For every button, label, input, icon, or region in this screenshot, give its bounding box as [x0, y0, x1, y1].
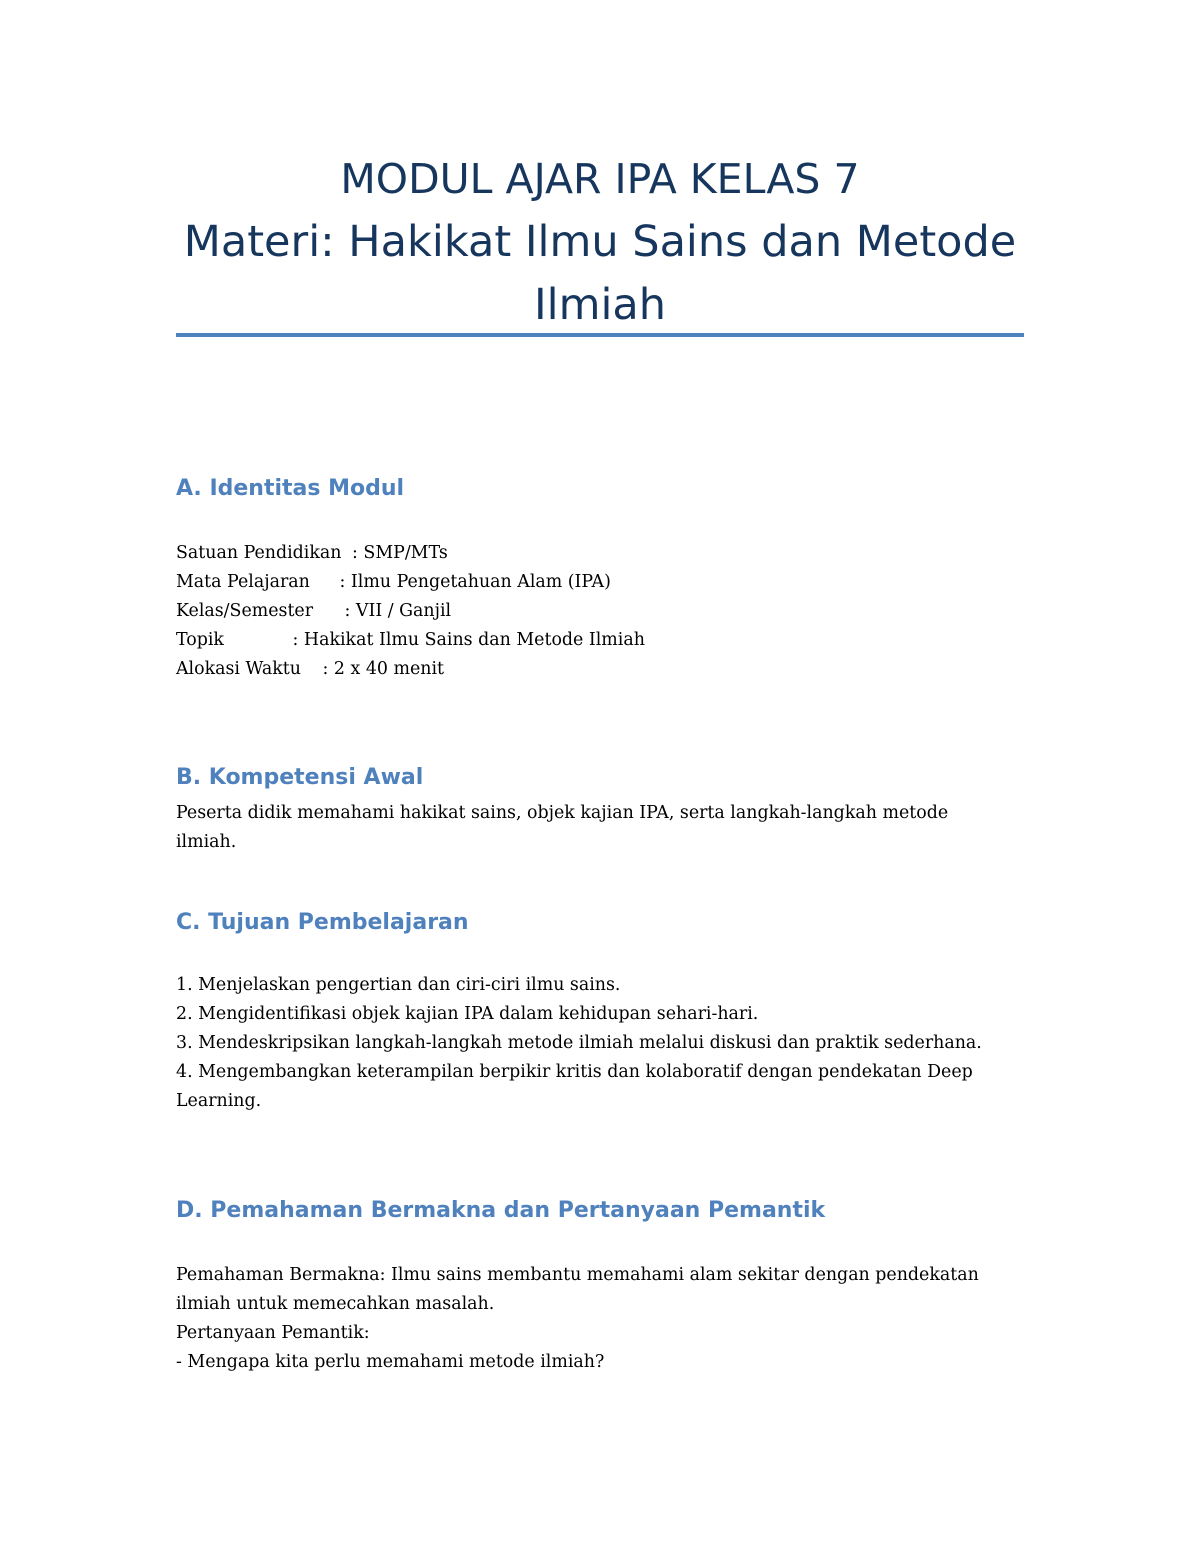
list-item: 1. Menjelaskan pengertian dan ciri-ciri ilmu sains.	[176, 975, 621, 995]
identity-row	[176, 597, 645, 626]
identity-label: Satuan Pendidikan	[176, 543, 342, 563]
list-item-continuation: Learning.	[176, 1091, 262, 1111]
section-b-heading: B. Kompetensi Awal	[176, 765, 424, 790]
list-item: - Mengapa kita perlu memahami metode ilmiah?	[176, 1352, 605, 1372]
identity-row	[176, 655, 645, 684]
identity-label: Alokasi Waktu	[176, 659, 301, 679]
identity-label: Mata Pelajaran	[176, 572, 310, 592]
title-line-1: MODUL AJAR IPA KELAS 7	[340, 155, 860, 203]
list-item: 3. Mendeskripsikan langkah-langkah metode ilmiah melalui diskusi dan praktik sederhana.	[176, 1033, 982, 1053]
paragraph-line: ilmiah untuk memecahkan masalah.	[176, 1294, 495, 1314]
paragraph-line: ilmiah.	[176, 832, 237, 852]
identity-value: : VII / Ganjil	[344, 601, 452, 621]
identity-row	[176, 539, 645, 568]
identity-value: : Ilmu Pengetahuan Alam (IPA)	[339, 572, 611, 592]
identity-row	[176, 568, 645, 597]
section-c-heading: C. Tujuan Pembelajaran	[176, 910, 469, 935]
identity-label: Kelas/Semester	[176, 601, 314, 621]
learning-objectives-list	[176, 971, 982, 1116]
identity-value: : 2 x 40 menit	[322, 659, 445, 679]
section-d-heading: D. Pemahaman Bermakna dan Pertanyaan Pemantik	[176, 1198, 826, 1223]
list-item: 2. Mengidentifikasi objek kajian IPA dalam kehidupan sehari-hari.	[176, 1004, 759, 1024]
document-title	[176, 148, 1024, 337]
identity-table	[176, 539, 645, 684]
section-b-paragraph	[176, 799, 948, 857]
title-line-2: Materi: Hakikat Ilmu Sains dan Metode	[183, 217, 1017, 267]
title-underline-rule	[176, 333, 1024, 337]
identity-label: Topik	[176, 630, 224, 650]
title-line-3: Ilmiah	[533, 280, 667, 330]
paragraph-line: Pertanyaan Pemantik:	[176, 1323, 370, 1343]
section-a-heading: A. Identitas Modul	[176, 476, 405, 501]
paragraph-line: Pemahaman Bermakna: Ilmu sains membantu memahami alam sekitar dengan pendekatan	[176, 1265, 979, 1285]
section-d-paragraph	[176, 1261, 979, 1377]
paragraph-line: Peserta didik memahami hakikat sains, objek kajian IPA, serta langkah-langkah metode	[176, 803, 949, 823]
list-item: 4. Mengembangkan keterampilan berpikir kritis dan kolaboratif dengan pendekatan Deep	[176, 1062, 973, 1082]
identity-value: : Hakikat Ilmu Sains dan Metode Ilmiah	[292, 630, 645, 650]
identity-value: : SMP/MTs	[352, 543, 448, 563]
identity-row	[176, 626, 645, 655]
